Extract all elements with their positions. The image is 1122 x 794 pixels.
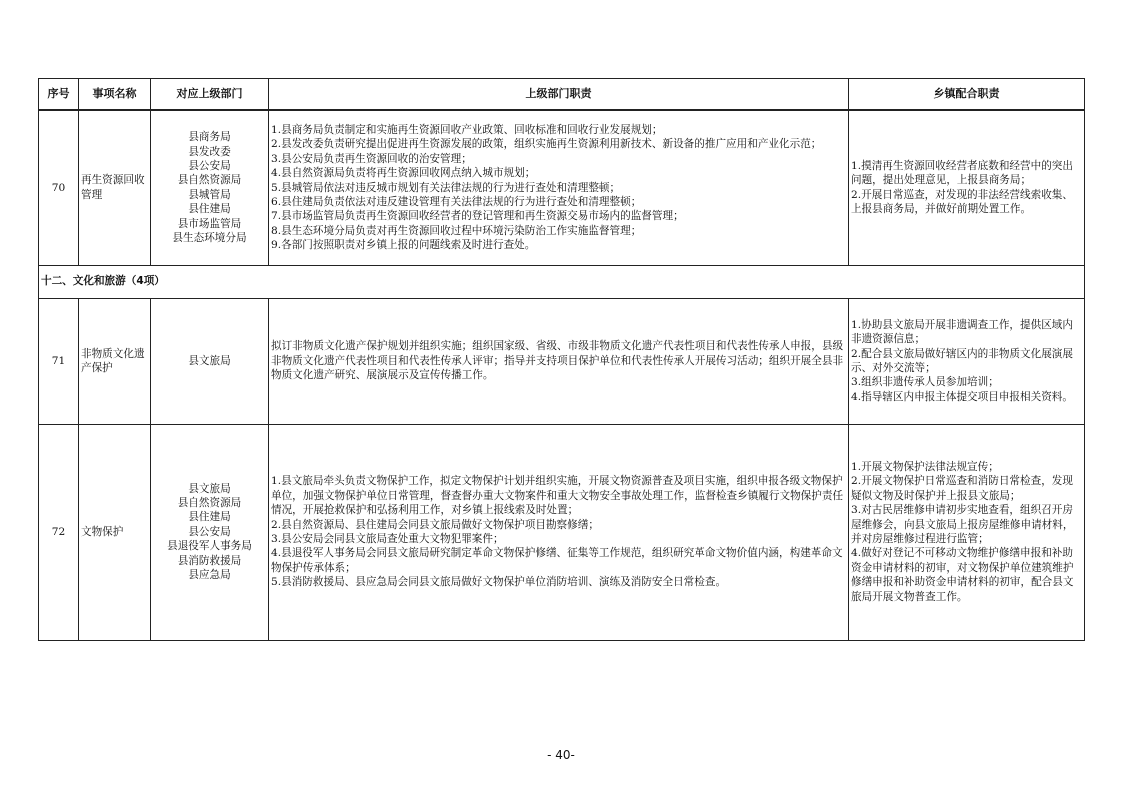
- duty-line: 3.县公安局会同县文旅局查处重大文物犯罪案件；: [271, 533, 504, 545]
- duty-line: 2.开展日常巡查，对发现的非法经营线索收集、上报县商务局，并做好前期处置工作。: [851, 188, 1073, 216]
- header-item-name: 事项名称: [79, 79, 151, 111]
- dept-name: 县消防救援局: [177, 554, 242, 567]
- row-depts: [151, 424, 269, 640]
- row-town-duty: [849, 424, 1085, 640]
- duty-line: 4.做好对登记不可移动文物维护修缮申报和补助资金申请材料的初审，对文物保护单位建筑维护修缮申报和补助资金申请材料的初审，配合县文旅局开展文物普查工作。: [851, 547, 1074, 603]
- duty-line: 6.县住建局负责依法对违反建设管理有关法律法规的行为进行查处和清理整顿；: [271, 195, 642, 208]
- table-header-row: [39, 79, 1085, 111]
- duty-line: 4.县自然资源局负责将再生资源回收网点纳入城市规划；: [271, 167, 536, 180]
- responsibility-table: [38, 78, 1085, 641]
- dept-name: 县发改委: [188, 145, 231, 158]
- dept-name: 县自然资源局: [177, 496, 242, 509]
- dept-name: 县市场监管局: [177, 217, 242, 230]
- duty-line: 1.摸清再生资源回收经营者底数和经营中的突出问题，提出处理意见，上报县商务局；: [851, 159, 1073, 187]
- duty-line: 4.指导辖区内申报主体提交项目申报相关资料。: [851, 390, 1073, 403]
- duty-line: 8.县生态环境分局负责对再生资源回收过程中环境污染防治工作实施监督管理；: [271, 224, 642, 237]
- duty-line: 3.组织非遗传承人员参加培训；: [851, 376, 999, 389]
- duty-line: 拟订非物质文化遗产保护规划并组织实施；组织国家级、省级、市级非物质文化遗产代表性项目和代表性传承人申报，县级非物质文化遗产代表性项目和代表性传承人评审；指导并支持项目保护单位和代表性传承人开展传习活动；组织开展全县非物质文化遗产研究、展演展示及宣传传播工作。: [271, 340, 844, 382]
- duty-line: 2.配合县文旅局做好辖区内的非物质文化展演展示、对外交流等；: [851, 347, 1073, 374]
- dept-name: 县商务局: [188, 131, 231, 144]
- duty-line: 4.县退役军人事务局会同县文旅局研究制定革命文物保护修缮、征集等工作规范，组织研究革命文物价值内涵，构建革命文物保护传承体系；: [271, 547, 843, 574]
- table-row: [39, 424, 1085, 640]
- dept-name: 县文旅局: [188, 482, 231, 495]
- table-row: [39, 298, 1085, 424]
- dept-name: 县住建局: [188, 203, 231, 216]
- duty-line: 1.协助县文旅局开展非遗调查工作，提供区域内非遗资源信息；: [851, 318, 1073, 346]
- duty-line: 5.县城管局依法对违反城市规划有关法律法规的行为进行查处和清理整顿；: [271, 181, 621, 194]
- row-depts: [151, 110, 269, 265]
- duty-line: 1.开展文物保护法律法规宣传；: [851, 460, 999, 473]
- duty-line: 2.开展文物保护日常巡查和消防日常检查，发现疑似文物及时保护并上报县文旅局；: [851, 475, 1073, 502]
- header-upper-dept: 对应上级部门: [151, 79, 269, 111]
- dept-name: 县公安局: [188, 159, 231, 172]
- row-serial: 71: [39, 298, 79, 424]
- header-serial: 序号: [39, 79, 79, 111]
- row-serial: 72: [39, 424, 79, 640]
- row-depts: [151, 298, 269, 424]
- row-town-duty: [849, 110, 1085, 265]
- duty-line: 2.县发改委负责研究提出促进再生资源发展的政策，组织实施再生资源利用新技术、新设备的推广应用和产业化示范；: [271, 138, 822, 151]
- duty-line: 3.县公安局负责再生资源回收的治安管理；: [271, 152, 472, 165]
- duty-line: 2.县自然资源局、县住建局会同县文旅局做好文物保护项目勘察修缮；: [271, 518, 599, 531]
- header-upper-duty: 上级部门职责: [269, 79, 849, 111]
- dept-name: 县自然资源局: [177, 174, 242, 187]
- row-serial: 70: [39, 110, 79, 265]
- row-town-duty: [849, 298, 1085, 424]
- table-row: [39, 110, 1085, 265]
- duty-line: 1.县商务局负责制定和实施再生资源回收产业政策、回收标准和回收行业发展规划；: [271, 123, 663, 136]
- dept-name: 县生态环境分局: [172, 231, 247, 244]
- dept-name: 县公安局: [188, 525, 231, 538]
- row-item-name: 文物保护: [79, 424, 151, 640]
- dept-name: 县住建局: [188, 511, 231, 524]
- dept-name: 县文旅局: [188, 354, 231, 367]
- duty-line: 7.县市场监管局负责再生资源回收经营者的登记管理和再生资源交易市场内的监督管理；: [271, 210, 684, 223]
- row-item-name: 非物质文化遗产保护: [79, 298, 151, 424]
- section-title: 十二、文化和旅游（4项）: [39, 265, 1085, 298]
- duty-line: 3.对古民居维修申请初步实地查看，组织召开房屋维修会，向县文旅局上报房屋维修申请材料，并对房屋维修过程进行监管；: [851, 504, 1074, 545]
- dept-name: 县应急局: [188, 569, 231, 582]
- header-town-duty: 乡镇配合职责: [849, 79, 1085, 111]
- row-upper-duty: [269, 424, 849, 640]
- row-item-name: 再生资源回收管理: [79, 110, 151, 265]
- duty-line: 1.县文旅局牵头负责文物保护工作，拟定文物保护计划并组织实施，开展文物资源普查及项目实施，组织申报各级文物保护单位，加强文物保护单位日常管理，督查督办重大文物案件和重大文物安全事故处理工作，监督检查乡镇履行文物保护责任情况，开展抢救保护和弘扬利用工作，对乡镇上报线索及时处置；: [271, 475, 844, 517]
- section-row: [39, 265, 1085, 298]
- row-upper-duty: [269, 110, 849, 265]
- row-upper-duty: [269, 298, 849, 424]
- duty-line: 9.各部门按照职责对乡镇上报的问题线索及时进行查处。: [271, 239, 536, 252]
- dept-name: 县城管局: [188, 188, 231, 201]
- page-number: - 40-: [547, 748, 575, 762]
- duty-line: 5.县消防救援局、县应急局会同县文旅局做好文物保护单位消防培训、演练及消防安全日常检查。: [271, 576, 727, 589]
- dept-name: 县退役军人事务局: [167, 540, 252, 553]
